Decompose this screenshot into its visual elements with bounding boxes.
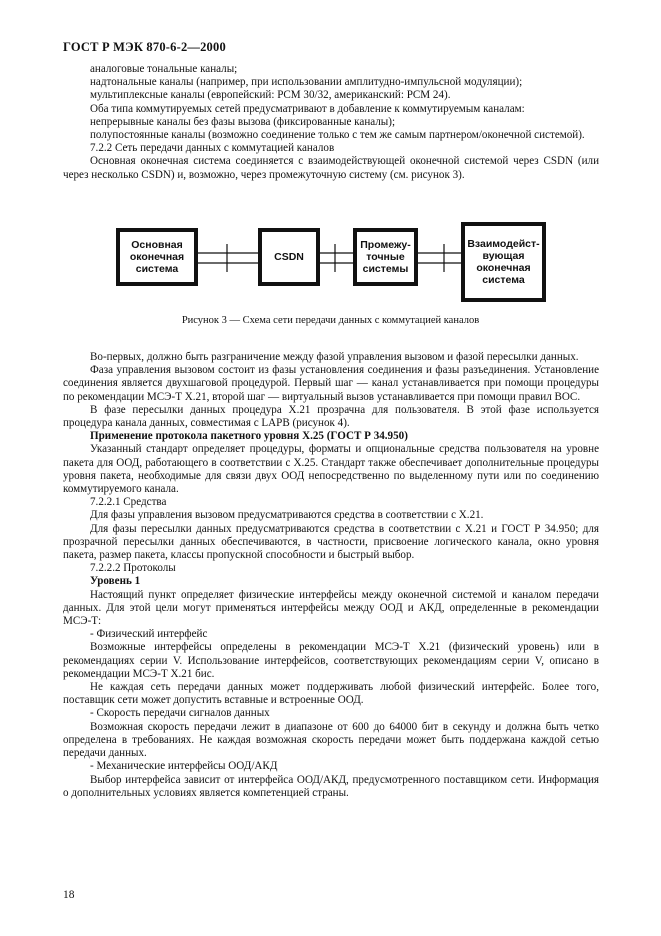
paragraph: В фазе пересылки данных процедура X.21 прозрачна для пользователя. В этой фазе используется процедура канала данных, совместимая с LAPB (рисунок 4). (63, 403, 599, 430)
box-basic-end-system-label: Основная оконечная система (129, 239, 185, 275)
paragraph: - Физический интерфейс (90, 628, 208, 641)
paragraph: Фаза управления вызовом состоит из фазы установления соединения и фазы разъединения. Установление соединения является двухшаговой процедурой. Первый шаг — канал устанавливается при помощи процедуры по рекомендации МСЭ-Т X.21, второй шаг — виртуальный вызов устанавливается при помощи правил BOC. (63, 364, 599, 403)
paragraph: Оба типа коммутируемых сетей предусматривают в добавление к коммутируемым каналам: (90, 102, 525, 115)
paragraph: Указанный стандарт определяет процедуры, форматы и опциональные средства пользователя на уровне пакета для ООД, работающего в соответствии с X.25. Стандарт также обеспечивает дополнительные процедуры уровня пакета, необходимые для связи двух ООД непосредственно по выделенному пути или по соединению коммутируемого канала. (63, 443, 599, 496)
paragraph: Уровень 1 (90, 575, 141, 588)
box-csdn (258, 228, 320, 286)
box-csdn-label: CSDN (274, 251, 304, 263)
paragraph: 7.2.2.1 Средства (90, 496, 167, 509)
paragraph: надтональные каналы (например, при использовании амплитудно-импульсной модуляции); (90, 76, 523, 89)
paragraph: мультиплексные каналы (европейский: PCM 30/32, американский: PCM 24). (90, 89, 451, 102)
paragraph: Основная оконечная система соединяется с взаимодействующей оконечной системой через CSDN (или через несколько CSDN) и, возможно, через промежуточную систему (см. рисунок 3). (63, 155, 599, 181)
paragraph: Для фазы пересылки данных предусматриваются средства в соответствии с X.21 и ГОСТ Р 34.950; для прозрачной пересылки данных обеспечиваются, в частности, присвоение логического канала, окно уровня пакета, размер пакета, классы пропускной способности и быстрый выбор. (63, 522, 599, 562)
box-intermediate-systems (353, 228, 418, 286)
paragraph: - Механические интерфейсы ООД/АКД (90, 760, 278, 773)
paragraph: аналоговые тональные каналы; (90, 63, 238, 75)
paragraph: - Скорость передачи сигналов данных (90, 707, 270, 720)
paragraph: полупостоянные каналы (возможно соединение только с тем же самым партнером/оконечной системой). (90, 129, 585, 142)
box-interacting-end-system (461, 222, 546, 302)
paragraph: Возможные интерфейсы определены в рекомендации МСЭ-Т X.21 (физический уровень) или в рекомендациях серии V. Использование интерфейсов, соответствующих рекомендациям серии V, описано в рекомендации МСЭ-Т X.21 бис. (63, 641, 599, 680)
figure-3-diagram (110, 220, 560, 312)
paragraph: 7.2.2.2 Протоколы (90, 562, 176, 575)
box-basic-end-system (116, 228, 198, 286)
paragraph: Для фазы управления вызовом предусматриваются средства в соответствии с X.21. (90, 509, 484, 522)
paragraph: Не каждая сеть передачи данных может поддерживать любой физический интерфейс. Более того, поставщик сети может допустить вставные и встроенные ООД. (63, 681, 599, 707)
paragraph: непрерывные каналы без фазы вызова (фиксированные каналы); (90, 115, 396, 128)
paragraph: Во-первых, должно быть разграничение между фазой управления вызовом и фазой пересылки данных. (90, 351, 579, 363)
paragraph: 7.2.2 Сеть передачи данных с коммутацией каналов (90, 142, 335, 155)
paragraph: Возможная скорость передачи лежит в диапазоне от 600 до 64000 бит в секунду и должна быть четко определена в требованиях. Не каждая возможная скорость передачи может быть поддержана каждой сетью передачи данных. (63, 720, 599, 760)
page-header: ГОСТ Р МЭК 870-6-2—2000 (63, 40, 226, 54)
box-intermediate-systems-label: Промежу- точные системы (360, 239, 411, 275)
top-text-block (63, 63, 599, 182)
body-text-block (63, 351, 599, 800)
page-number: 18 (63, 889, 75, 901)
box-interacting-end-system-label: Взаимодейст- вующая оконечная система (467, 238, 540, 286)
paragraph: Применение протокола пакетного уровня X.25 (ГОСТ Р 34.950) (90, 430, 408, 443)
paragraph: Настоящий пункт определяет физические интерфейсы между оконечной системой и каналом передачи данных. Для этой цели могут применяться интерфейсы между ООД и АКД, определенные в рекомендации МСЭ-Т: (63, 588, 599, 628)
figure-caption: Рисунок 3 — Схема сети передачи данных с коммутацией каналов (181, 315, 480, 326)
paragraph: Выбор интерфейса зависит от интерфейса ООД/АКД, предусмотренного поставщиком сети. Информация о дополнительных условиях является компетенцией страны. (63, 773, 599, 799)
